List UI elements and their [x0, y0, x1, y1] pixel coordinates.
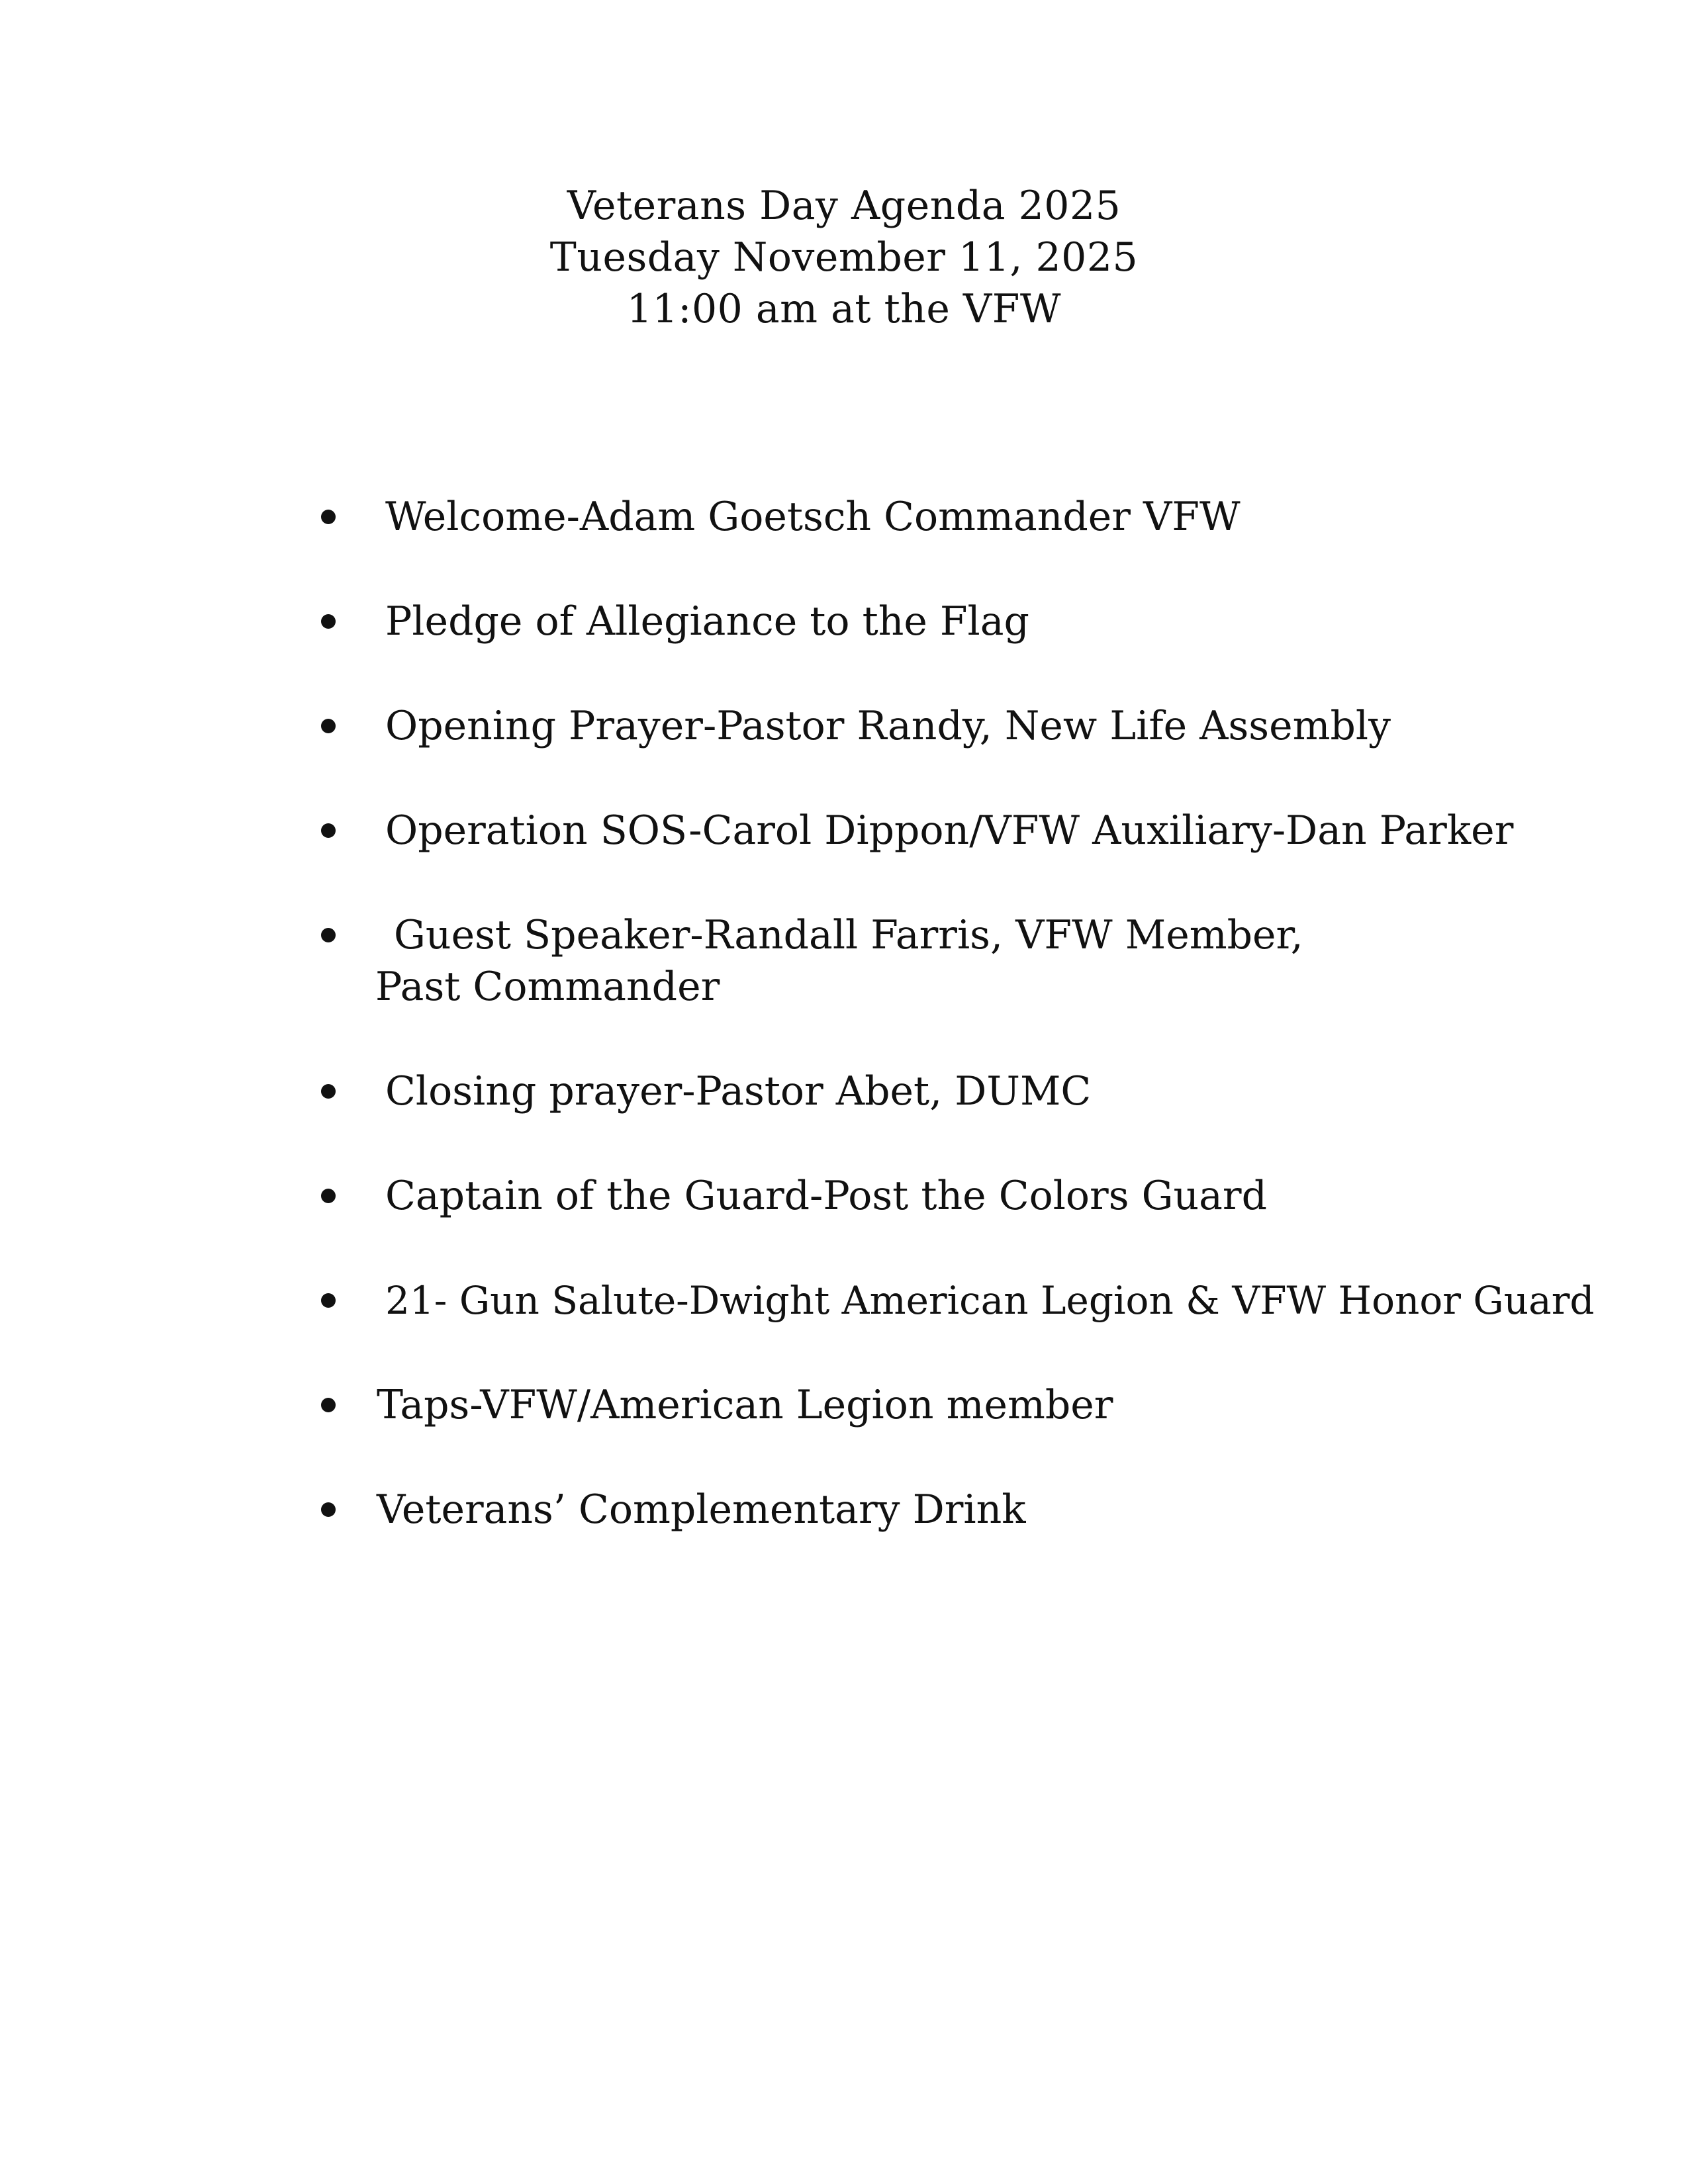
- agenda-item-pledge: [321, 596, 1618, 647]
- agenda-item-guest-speaker: [321, 909, 1618, 1013]
- bullet-icon: [321, 719, 336, 733]
- bullet-icon: [321, 1189, 336, 1203]
- agenda-item-text: Taps-VFW/American Legion member: [377, 1382, 1113, 1428]
- event-date: Tuesday November 11, 2025: [549, 234, 1139, 281]
- bullet-icon: [321, 614, 336, 629]
- agenda-item-text: 21- Gun Salute-Dwight American Legion & VFW Honor Guard: [385, 1278, 1595, 1323]
- agenda-item-text: Captain of the Guard-Post the Colors Guard: [385, 1173, 1268, 1219]
- agenda-item-opening-prayer: [321, 700, 1618, 752]
- agenda-item-complementary-drink: [321, 1484, 1618, 1535]
- agenda-list: [321, 491, 1618, 1588]
- agenda-item-text: Operation SOS-Carol Dippon/VFW Auxiliary-Dan Parker: [385, 807, 1514, 854]
- bullet-icon: [321, 1398, 336, 1412]
- bullet-icon: [321, 510, 336, 524]
- bullet-icon: [321, 1084, 336, 1099]
- agenda-item-operation-sos: [321, 805, 1618, 856]
- agenda-header: [0, 180, 1688, 335]
- agenda-item-text: Closing prayer-Pastor Abet, DUMC: [385, 1068, 1092, 1115]
- agenda-title: Veterans Day Agenda 2025: [567, 183, 1121, 229]
- agenda-item-welcome: [321, 491, 1618, 543]
- agenda-item-closing-prayer: [321, 1066, 1618, 1117]
- agenda-item-text: Pledge of Allegiance to the Flag: [385, 598, 1029, 645]
- event-time-place: 11:00 am at the VFW: [626, 286, 1062, 332]
- bullet-icon: [321, 928, 336, 942]
- agenda-item-taps: [321, 1379, 1618, 1431]
- agenda-item-text: Opening Prayer-Pastor Randy, New Life Assembly: [385, 703, 1391, 749]
- agenda-item-text: Guest Speaker-Randall Farris, VFW Member, Past Commander: [375, 912, 1316, 1010]
- bullet-icon: [321, 1293, 336, 1308]
- agenda-item-text: Veterans’ Complementary Drink: [377, 1486, 1026, 1533]
- agenda-item-gun-salute: [321, 1275, 1618, 1326]
- agenda-item-captain-of-guard: [321, 1170, 1618, 1222]
- bullet-icon: [321, 1502, 336, 1517]
- bullet-icon: [321, 823, 336, 838]
- agenda-item-text: Welcome-Adam Goetsch Commander VFW: [385, 494, 1241, 540]
